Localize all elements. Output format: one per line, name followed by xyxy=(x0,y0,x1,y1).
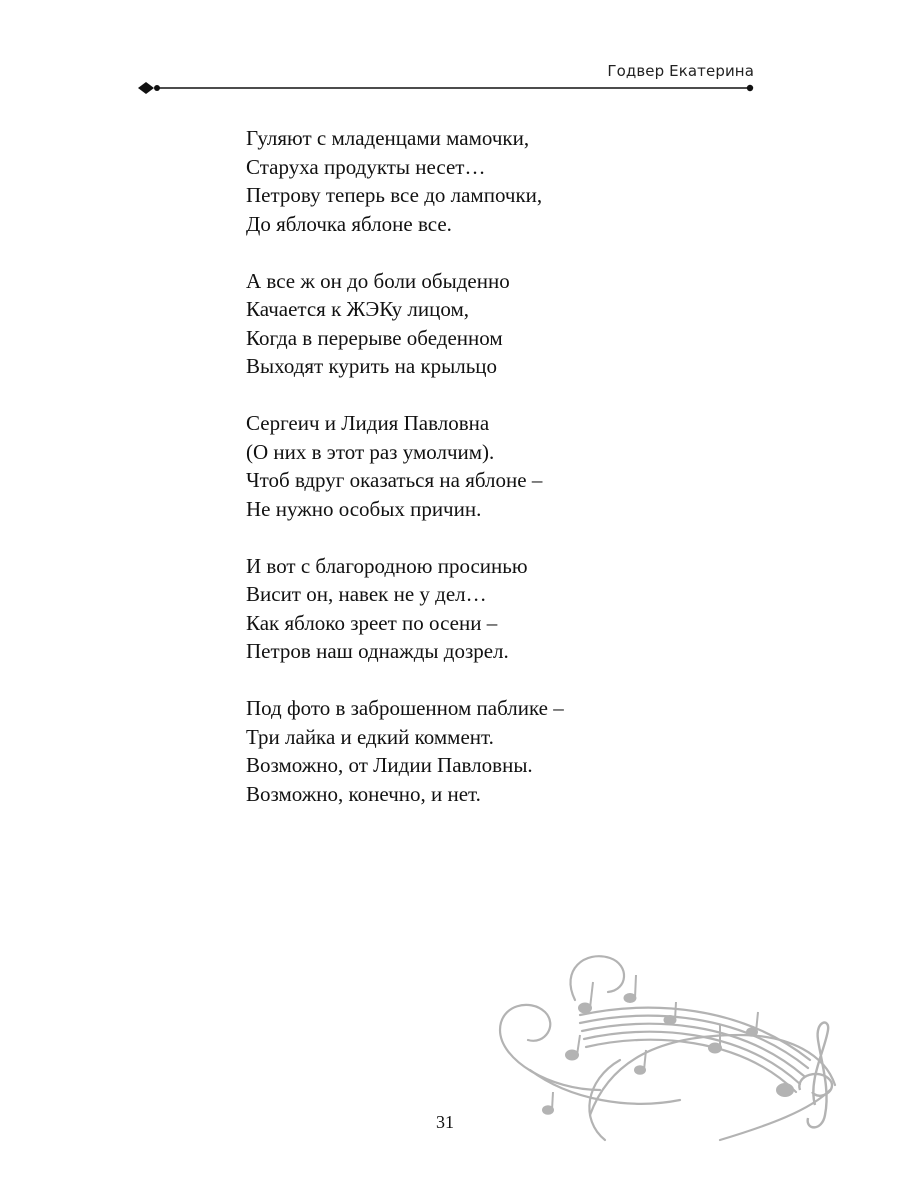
poem-line: Петрову теперь все до лампочки, xyxy=(246,183,543,207)
diamond-ornament-icon xyxy=(138,82,154,94)
header-rule xyxy=(138,78,758,98)
poem-line: Три лайка и едкий коммент. xyxy=(246,724,494,749)
poem-line: Чтоб вдруг оказаться на яблоне – xyxy=(246,468,543,492)
poem-line: Качается к ЖЭКу лицом, xyxy=(246,297,469,321)
poem-line: Сергеич и Лидия Павловна xyxy=(246,411,490,435)
stanza-4 xyxy=(246,552,726,666)
poem-line: Старуха продукты несет… xyxy=(246,154,486,179)
poem-line: До яблочка яблоне все. xyxy=(246,211,452,236)
poem-line: Выходят курить на крыльцо xyxy=(246,354,498,378)
poem-line: Возможно, конечно, и нет. xyxy=(246,781,481,806)
poem-line: А все ж он до боли обыденно xyxy=(246,268,510,293)
poem-line: Не нужно особых причин. xyxy=(246,496,482,521)
poem-line: Когда в перерыве обеденном xyxy=(246,325,503,350)
stanza-2 xyxy=(246,267,726,381)
rule-dot-right xyxy=(747,85,753,91)
poem-line: Гуляют с младенцами мамочки, xyxy=(246,126,530,150)
stanza-5 xyxy=(246,694,726,808)
poem-line: Возможно, от Лидии Павловны. xyxy=(246,753,533,777)
poem-line: Под фото в заброшенном паблике – xyxy=(246,696,564,720)
stanza-3 xyxy=(246,409,726,523)
running-header-author: Годвер Екатерина xyxy=(607,62,754,80)
poem-line: Как яблоко зреет по осени – xyxy=(246,610,498,635)
poem-line: И вот с благородною просинью xyxy=(246,553,528,578)
poem xyxy=(246,124,726,837)
poem-line: Висит он, навек не у дел… xyxy=(246,582,487,606)
poem-line: Петров наш однажды дозрел. xyxy=(246,639,509,663)
page-number: 31 xyxy=(436,1112,454,1132)
poem-line: (О них в этот раз умолчим). xyxy=(246,439,495,464)
stanza-1 xyxy=(246,124,726,238)
